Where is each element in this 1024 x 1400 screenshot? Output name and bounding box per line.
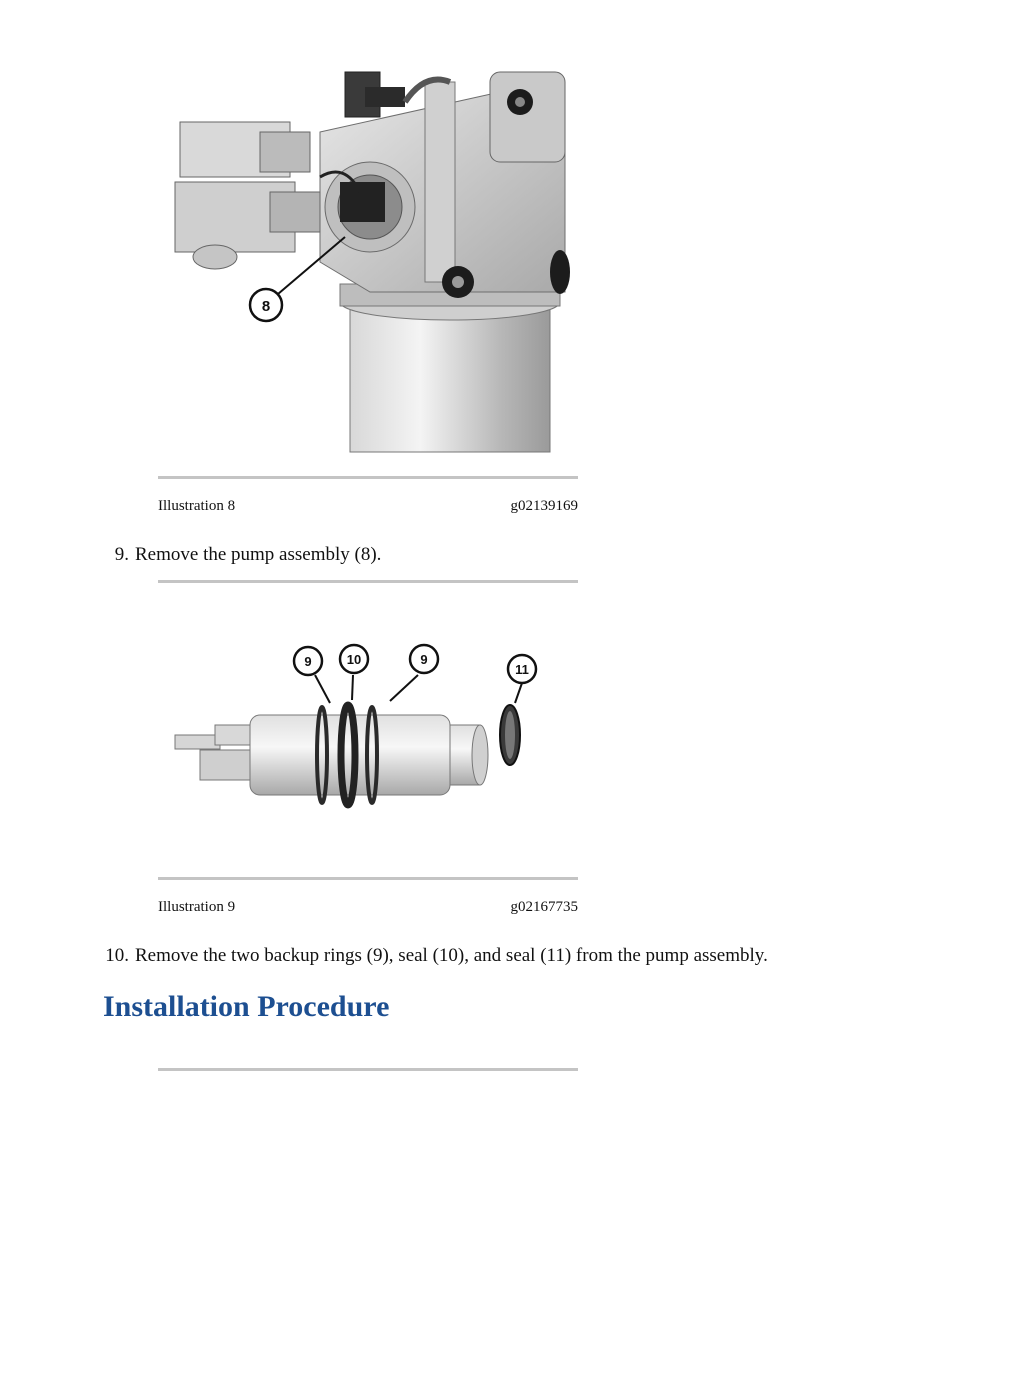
illustration-8-caption xyxy=(158,498,578,515)
illustration-label: Illustration 9 xyxy=(158,899,236,915)
divider xyxy=(158,877,578,880)
illustration-label: Illustration 8 xyxy=(158,498,236,514)
callout-8: 8 xyxy=(261,298,271,315)
step-number: 9. xyxy=(114,544,129,565)
divider xyxy=(158,476,578,479)
illustration-8-image xyxy=(170,62,570,457)
divider xyxy=(158,1068,578,1071)
step-text: Remove the two backup rings (9), seal (10), and seal (11) from the pump assembly. xyxy=(135,945,768,966)
illustration-code: g02167735 xyxy=(510,899,578,915)
callout-11: 11 xyxy=(515,662,529,677)
step-9 xyxy=(89,544,381,566)
step-10 xyxy=(89,945,768,967)
callout-10: 10 xyxy=(346,652,362,667)
step-text: Remove the pump assembly (8). xyxy=(135,544,382,565)
section-heading: Installation Procedure xyxy=(103,990,390,1023)
callout-9-a: 9 xyxy=(304,654,312,669)
divider xyxy=(158,580,578,583)
illustration-9-image xyxy=(170,635,570,820)
callout-9-b: 9 xyxy=(420,652,428,667)
step-number: 10. xyxy=(105,945,129,966)
illustration-code: g02139169 xyxy=(510,498,578,514)
illustration-9-caption xyxy=(158,899,578,916)
